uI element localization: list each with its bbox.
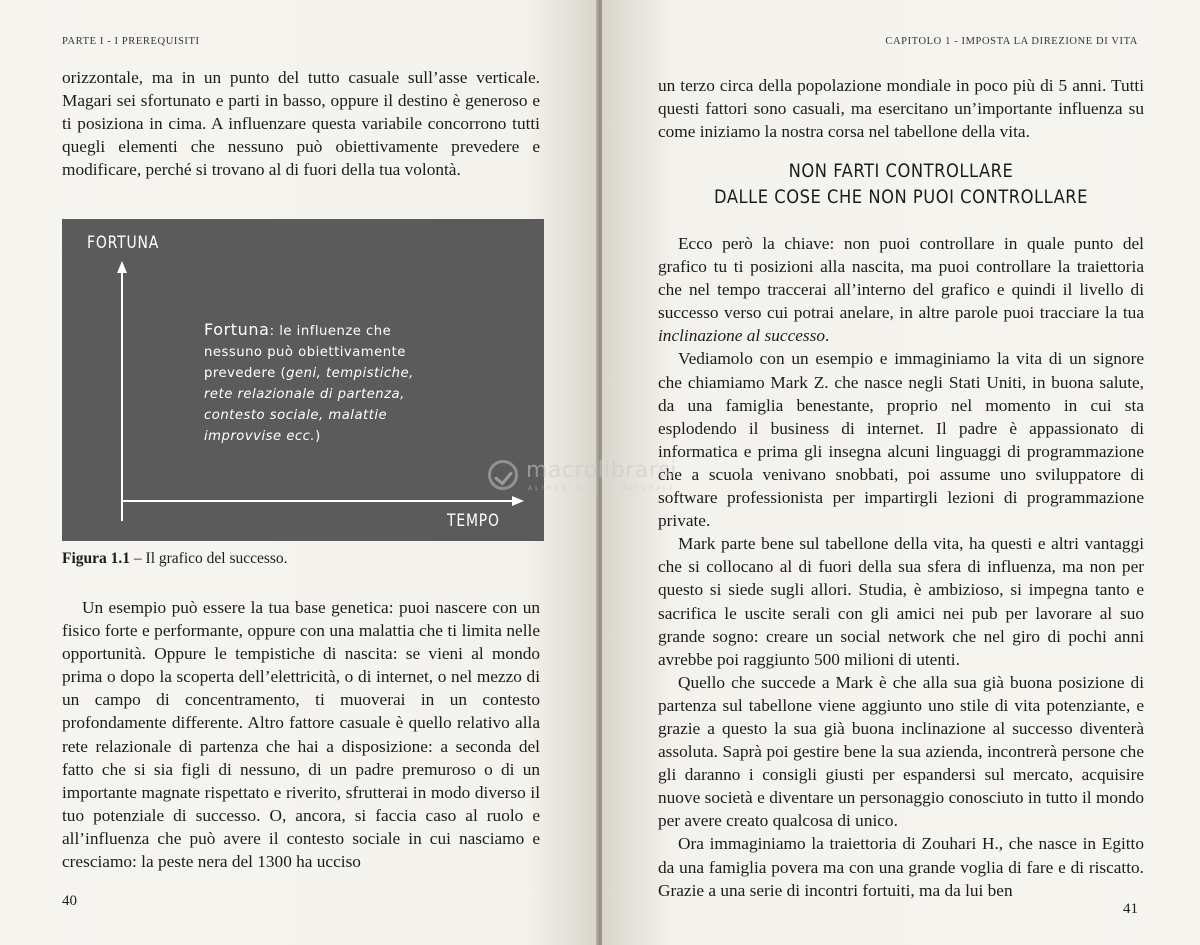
watermark-text: macrolibrarsi [526, 458, 677, 483]
y-axis-label: FORTUNA [87, 233, 160, 253]
figure-caption [62, 550, 288, 568]
emphasis: inclinazione al successo [658, 326, 826, 346]
figure-note [204, 319, 434, 447]
right-top-paragraph [658, 74, 1144, 143]
section-heading [692, 158, 1110, 210]
right-page [602, 0, 1200, 945]
paragraph: Mark parte bene sul tabellone della vita, ha questi e altri vantaggi che si collocano al di fuori della sua sfera di influenza, ma non per questo si siede sugli allori. Studia, è ambizioso, si impegna tanto e sacrifica le uscite serali con gli amici nei pub per lavorare al suo grande sogno: creare un social network che nel giro di pochi anni avrebbe poi raggiunto 500 milioni di utenti. [658, 534, 1144, 669]
note-italic: geni, tempistiche, rete relazionale di partenza, contesto sociale, malattie improvvise ecc. [204, 366, 414, 444]
heading-line: DALLE COSE CHE NON PUOI CONTROLLARE [714, 186, 1088, 208]
page-number-right: 41 [1123, 901, 1138, 917]
left-bottom-paragraph [62, 596, 540, 873]
paragraph-text: Ecco però la chiave: non puoi controllare in quale punto del grafico tu ti posizioni alla nascita, ma puoi controllare la traiettoria che nel tempo traccerai all’interno del grafico e quindi il livello di successo verso cui potrai anelare, in altre parole puoi tracciare la tua [658, 234, 1144, 323]
running-head-right: CAPITOLO 1 - IMPOSTA LA DIREZIONE DI VITA [885, 36, 1138, 47]
paragraph: Vediamolo con un esempio e immaginiamo la vita di un signore che chiamiamo Mark Z. che nasce negli Stati Uniti, in buona salute, da una famiglia benestante, proprio nel momento in cui sta esplodendo il business di internet. Il padre è appassionato di informatica e prima gli insegna alcuni linguaggi di programmazione che a scuola venivano snobbati, poi assume uno sviluppatore di software professionista per impartirgli lezioni di programmazione private. [658, 349, 1144, 531]
right-body-text [658, 232, 1144, 902]
checkmark-logo-icon [488, 460, 518, 490]
caption-label: Figura 1.1 [62, 550, 131, 567]
paragraph: orizzontale, ma in un punto del tutto casuale sull’asse verticale. Magari sei sfortunato e parti in basso, oppure il destino è generoso e ti posiziona in cima. A influenzare questa variabile concorrono tutti quegli elementi che nessuno può obiettivamente prevedere e modificare, perché si trovano al di fuori della tua volontà. [62, 68, 540, 180]
left-top-paragraph [62, 66, 540, 181]
success-graph-figure [62, 219, 544, 541]
page-number-left: 40 [62, 893, 77, 909]
y-axis-arrowhead [117, 261, 127, 273]
note-term: Fortuna [204, 320, 270, 339]
heading-line: NON FARTI CONTROLLARE [788, 160, 1014, 182]
x-axis-label: TEMPO [447, 511, 500, 531]
paragraph: Ora immaginiamo la traiettoria di Zouhari H., che nasce in Egitto da una famiglia povera ma con una grande voglia di fare e di riscatto. Grazie a una serie di incontri fortuiti, ma da lui ben [658, 834, 1144, 900]
caption-text: – Il grafico del successo. [130, 550, 288, 567]
paragraph-text: . [825, 326, 830, 346]
note-close: ) [315, 429, 321, 444]
note-text: : le influenze che nessuno può obiettivamente prevedere ( [204, 324, 406, 381]
paragraph: Quello che succede a Mark è che alla sua già buona posizione di partenza sul tabellone viene aggiunto uno stile di vita potenziante, e grazie a questo la sua già buona inclinazione al successo diventerà assoluta. Saprà poi gestire bene la sua azienda, incontrerà persone che gli daranno i consigli giusti per espandersi sul mercato, acquisire nuove società e diventare un personaggio conosciuto in tutto il mondo per avere creato qualcosa di unico. [658, 672, 1144, 831]
paragraph: un terzo circa della popolazione mondiale in poco più di 5 anni. Tutti questi fattori sono casuali, ma esercitano un’importante influenza su come iniziamo la nostra corsa nel tabellone della vita. [658, 76, 1144, 142]
running-head-left: PARTE I - I PREREQUISITI [62, 36, 200, 47]
watermark [488, 458, 688, 498]
paragraph [658, 232, 1144, 347]
paragraph: Un esempio può essere la tua base genetica: puoi nascere con un fisico forte e performante, oppure con una malattia che ti limita nelle opportunità. Oppure le tempistiche di nascita: se vieni al mondo prima o dopo la scoperta dell’elettricità, o di internet, o nel mezzo di un campo di concentramento, ti muoverai in un contesto profondamente differente. Altro fattore casuale è quello relativo alla rete relazionale di partenza che hai a disposizione: a seconda del fatto che si sia figli di nessuno, di un padre premuroso o di un importante magnate rispettato e riverito, sfrutterai in modo diverso il tuo potenziale di successo. O, ancora, si faccia caso al ruolo e all’influenza che può avere il contesto sociale in cui nasciamo e cresciamo: la peste nera del 1300 ha ucciso [62, 598, 540, 872]
watermark-subtext: ALIMENTAZIONE NATURALE [528, 485, 677, 492]
